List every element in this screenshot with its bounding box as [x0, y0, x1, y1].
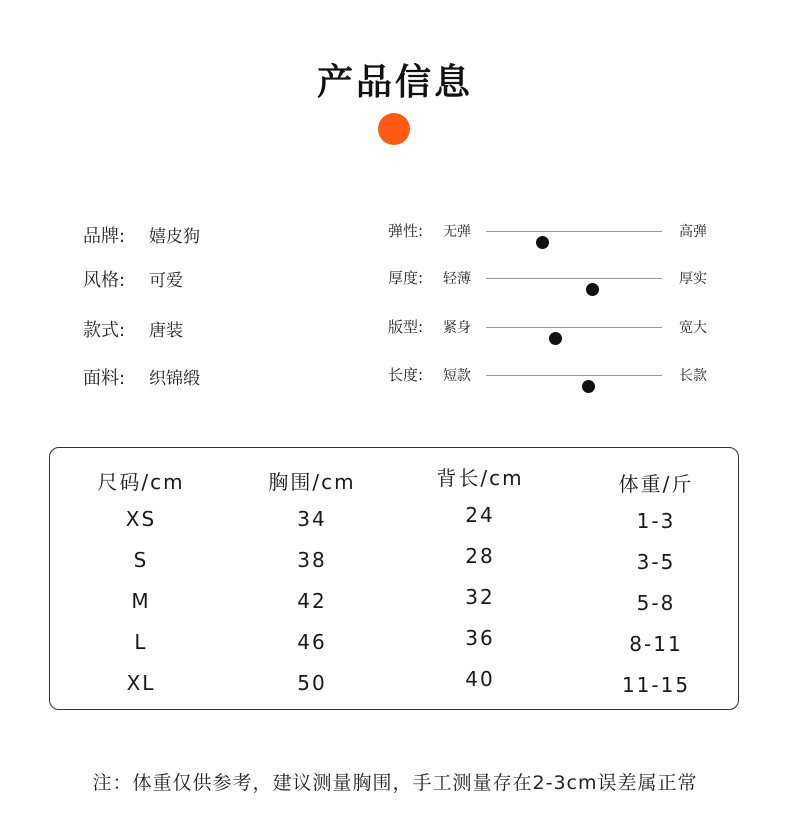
table-cell-size: L: [134, 630, 148, 654]
scale-low-label: 短款: [443, 368, 471, 384]
table-cell-size: XS: [125, 507, 157, 531]
attr-value: 织锦缎: [149, 369, 200, 389]
attr-value: 嬉皮狗: [149, 227, 200, 247]
scale-knob: [549, 332, 562, 345]
page-title: 产品信息: [316, 62, 473, 103]
scale-length: [388, 364, 718, 388]
scale-high-label: 高弹: [679, 224, 707, 240]
table-cell-size: M: [131, 589, 151, 613]
scale-knob: [582, 380, 595, 393]
scale-high-label: 宽大: [679, 320, 707, 336]
attr-key: 款式:: [83, 320, 126, 341]
table-header-back-length: 背长/cm: [436, 466, 524, 490]
scale-track: [486, 375, 662, 376]
table-cell-weight: 5-8: [636, 591, 676, 615]
table-header-chest: 胸围/cm: [268, 470, 356, 494]
scale-low-label: 轻薄: [443, 271, 471, 287]
table-cell-back-length: 32: [465, 585, 495, 609]
table-cell-weight: 3-5: [636, 550, 676, 574]
attr-key: 面料:: [83, 368, 126, 389]
scale-track: [486, 231, 662, 232]
scale-high-label: 长款: [679, 368, 707, 384]
attr-value: 唐装: [149, 321, 183, 341]
table-cell-weight: 1-3: [636, 509, 676, 533]
table-cell-weight: 8-11: [629, 632, 683, 656]
scale-low-label: 紧身: [443, 320, 471, 336]
table-cell-chest: 50: [297, 671, 327, 695]
table-cell-chest: 42: [297, 589, 327, 613]
scale-fit: [388, 316, 718, 340]
table-header-weight: 体重/斤: [618, 472, 694, 496]
scale-label: 弹性:: [388, 222, 424, 240]
table-cell-size: XL: [126, 671, 156, 695]
table-cell-back-length: 28: [465, 544, 495, 568]
attr-key: 品牌:: [83, 226, 126, 247]
attr-fabric: [83, 364, 200, 390]
table-cell-weight: 11-15: [621, 673, 691, 697]
attr-style: [83, 266, 183, 292]
table-cell-size: S: [133, 548, 149, 572]
attr-key: 风格:: [83, 270, 126, 291]
scale-high-label: 厚实: [679, 271, 707, 287]
attr-value: 可爱: [149, 271, 183, 291]
table-cell-chest: 46: [297, 630, 327, 654]
table-header-size: 尺码/cm: [97, 470, 185, 494]
attr-cut: [83, 316, 183, 342]
scale-label: 长度:: [388, 366, 424, 384]
table-cell-chest: 38: [297, 548, 327, 572]
scale-low-label: 无弹: [443, 224, 471, 240]
table-cell-back-length: 24: [465, 503, 495, 527]
table-cell-back-length: 36: [465, 626, 495, 650]
scale-label: 厚度:: [388, 269, 424, 287]
attr-brand: [83, 222, 200, 248]
accent-dot: [378, 113, 410, 145]
scale-label: 版型:: [388, 318, 424, 336]
scale-elasticity: [388, 220, 718, 244]
scale-knob: [536, 236, 549, 249]
footnote: 注：体重仅供参考，建议测量胸围，手工测量存在2-3cm误差属正常: [92, 772, 698, 794]
table-cell-chest: 34: [297, 507, 327, 531]
scale-track: [486, 327, 662, 328]
scale-track: [486, 278, 662, 279]
scale-thickness: [388, 267, 718, 291]
table-cell-back-length: 40: [465, 667, 495, 691]
scale-knob: [586, 283, 599, 296]
